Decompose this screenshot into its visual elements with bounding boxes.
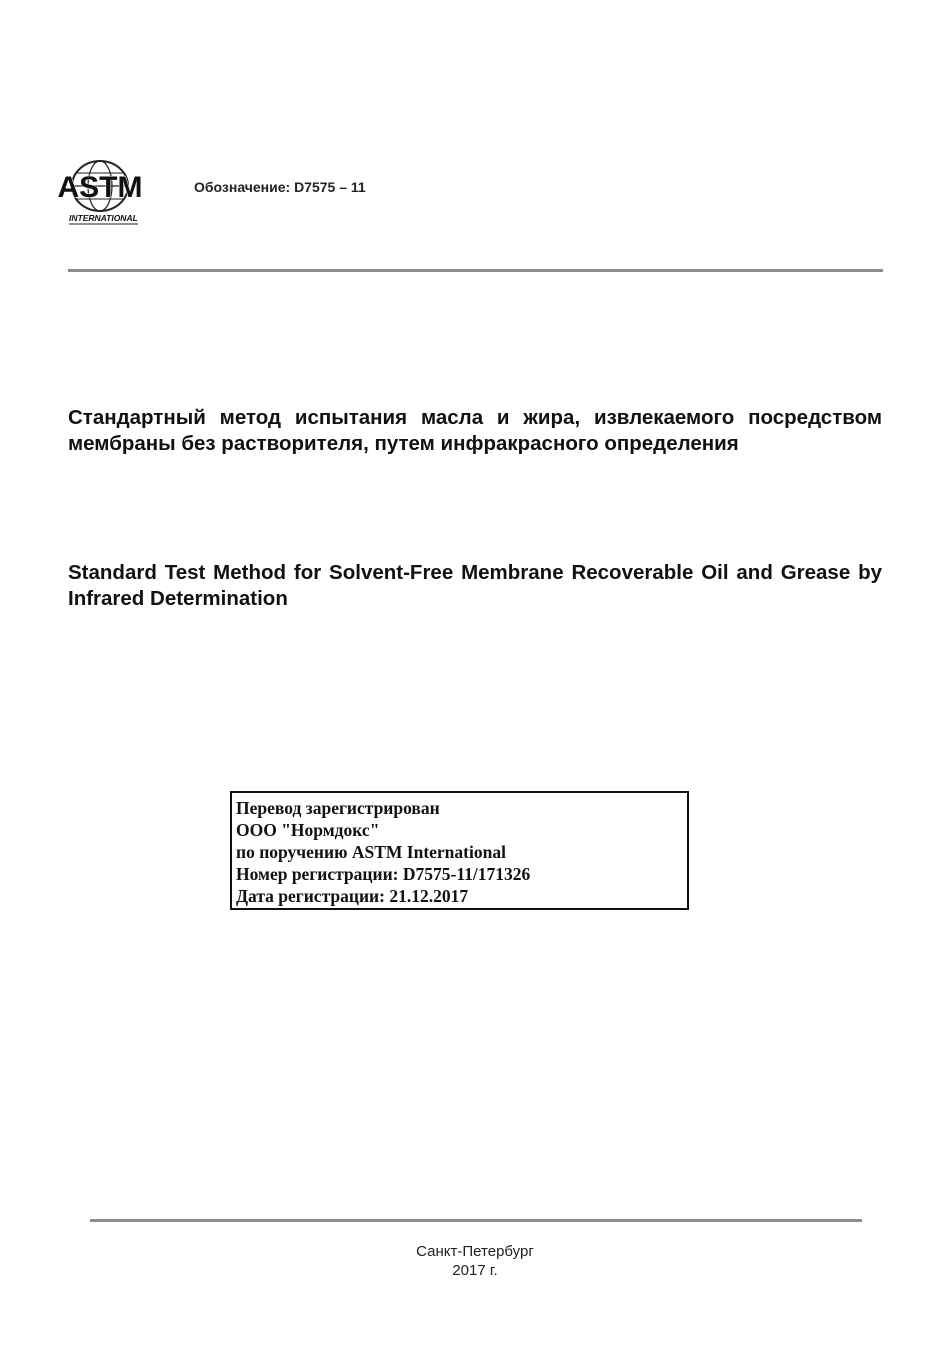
top-divider [68,269,883,272]
astm-logo-graphic [57,160,143,226]
astm-logo [57,160,143,226]
registration-line: ООО "Нормдокс" [236,820,380,840]
logo-letters: ASTM [57,171,143,204]
bottom-divider [90,1219,862,1222]
designation: Обозначение: D7575 – 11 [194,179,366,195]
registration-number: Номер регистрации: D7575-11/171326 [236,864,531,884]
footer-year: 2017 г. [452,1262,498,1279]
registration-date: Дата регистрации: 21.12.2017 [236,886,469,906]
footer-city: Санкт-Петербург [416,1243,534,1260]
title-english: Standard Test Method for Solvent-Free Membrane Recoverable Oil and Grease by Infrared Determination [68,561,882,610]
title-russian: Стандартный метод испытания масла и жира, извлекаемого посредством мембраны без растворителя, путем инфракрасного определения [68,406,882,455]
registration-box [230,791,689,910]
footer [0,1242,950,1280]
logo-subtext: INTERNATIONAL [69,213,138,223]
registration-line: Перевод зарегистрирован [236,798,440,818]
registration-line: по поручению ASTM International [236,842,506,862]
